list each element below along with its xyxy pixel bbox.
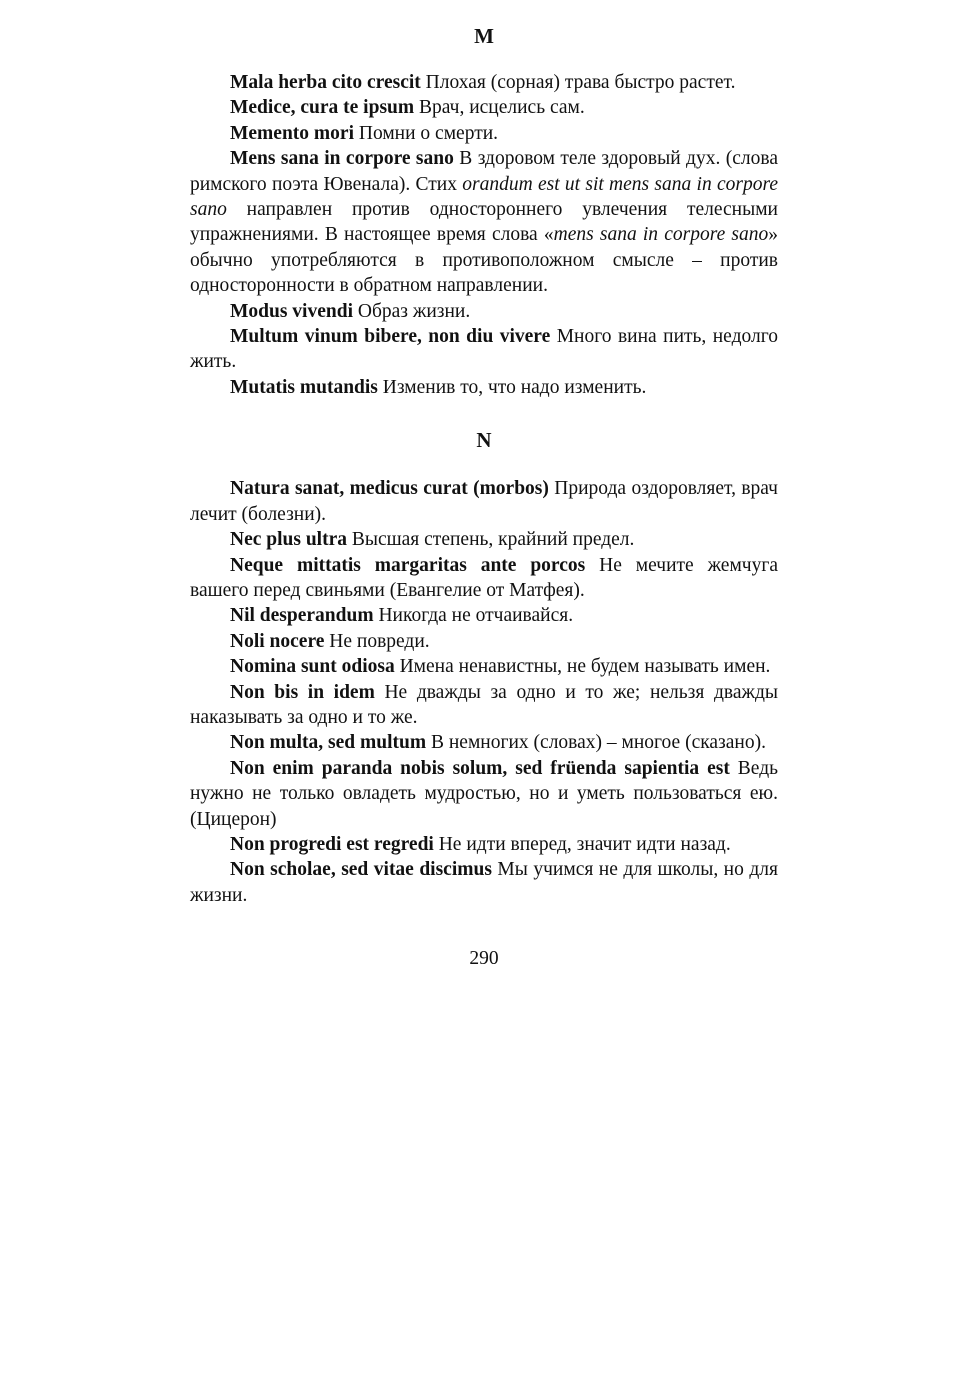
translation: Никогда не отчаивайся. (373, 605, 574, 627)
translation: Не дважды за одно и то же; нельзя дважды наказывать за одно и то же. (190, 681, 779, 728)
italic-quote: mens sana in corpore sano (553, 224, 769, 246)
translation-continued: » обычно употребляются в противоположном смысле – против односторонности в обратном направлении. (190, 224, 779, 297)
entry-non-scholae (190, 857, 778, 908)
translation: Изменив то, что надо изменить. (377, 376, 647, 398)
entry-mutatis-mutandis (190, 375, 778, 400)
latin-phrase: Mala herba cito crescit (230, 72, 421, 93)
section-heading-n: N (476, 428, 492, 453)
latin-phrase: Medice, cura te ipsum (230, 97, 415, 119)
entry-non-progredi (190, 832, 778, 857)
latin-phrase: Non enim paranda nobis solum, sed früenda sapientia est (230, 757, 730, 779)
latin-phrase: Neque mittatis margaritas ante porcos (230, 554, 586, 576)
translation: В здоровом теле здоровый дух. (слова римского поэта Ювенала). Стих (190, 148, 778, 195)
latin-phrase: Nec plus ultra (230, 529, 347, 551)
latin-phrase: Noli nocere (230, 630, 325, 652)
translation: Мы учимся не для школы, но для жизни. (190, 859, 778, 906)
entry-non-enim-paranda (190, 756, 778, 832)
translation: Не повреди. (324, 630, 430, 652)
entry-noli-nocere (190, 629, 778, 654)
translation: Не идти вперед, значит идти назад. (433, 833, 731, 855)
translation: Не мечите жемчуга вашего перед свиньями (Евангелие от Матфея). (190, 554, 778, 601)
entry-mala-herba (190, 70, 778, 95)
entry-mens-sana (190, 146, 778, 298)
latin-phrase: Nil desperandum (230, 605, 374, 627)
entry-modus-vivendi (190, 299, 778, 324)
translation: Природа оздоровляет, врач лечит (болезни). (190, 478, 778, 525)
translation: Высшая степень, крайний предел. (347, 529, 635, 551)
translation: Много вина пить, недолго жить. (190, 326, 778, 373)
latin-phrase: Multum vinum bibere, non diu vivere (230, 326, 551, 348)
entry-medice-cura (190, 95, 778, 120)
entry-nec-plus-ultra (190, 527, 778, 552)
latin-phrase: Nomina sunt odiosa (230, 656, 395, 678)
latin-phrase: Non bis in idem (230, 681, 375, 703)
entry-nil-desperandum (190, 603, 778, 628)
dictionary-page (190, 22, 778, 972)
latin-phrase: Mutatis mutandis (230, 376, 378, 398)
entry-nomina-sunt-odiosa (190, 654, 778, 679)
entry-non-bis-in-idem (190, 680, 778, 731)
translation: Врач, исцелись сам. (414, 97, 585, 119)
translation: Ведь нужно не только овладеть мудростью, но и уметь пользоваться ею.(Цицерон) (190, 757, 779, 830)
entry-natura-sanat (190, 476, 778, 527)
italic-quote: orandum est ut sit mens sana in corpore sano (190, 173, 778, 221)
section-heading-m: M (474, 24, 494, 48)
latin-phrase: Memento mori (230, 122, 354, 144)
latin-phrase: Non progredi est regredi (230, 833, 434, 855)
translation: Помни о смерти. (354, 122, 499, 144)
latin-phrase: Modus vivendi (230, 300, 353, 322)
entry-multum-vinum (190, 324, 778, 375)
translation: В немногих (словах) – многое (сказано). (426, 732, 766, 754)
latin-phrase: Non multa, sed multum (230, 732, 427, 754)
entry-memento-mori (190, 121, 778, 146)
translation: Имена ненавистны, не будем называть имен. (394, 656, 771, 678)
entry-non-multa (190, 730, 778, 755)
latin-phrase: Non scholae, sed vitae discimus (230, 859, 492, 881)
entry-neque-mittatis (190, 553, 778, 604)
latin-phrase: Mens sana in corpore sano (230, 148, 454, 170)
page-number: 290 (469, 948, 499, 970)
translation: Плохая (сорная) трава быстро растет. (420, 72, 736, 93)
translation-continued: направлен против одностороннего увлечения телесными упражнениями. В настоящее время слова « (190, 199, 778, 246)
translation: Образ жизни. (353, 300, 471, 322)
latin-phrase: Natura sanat, medicus curat (morbos) (230, 478, 549, 500)
